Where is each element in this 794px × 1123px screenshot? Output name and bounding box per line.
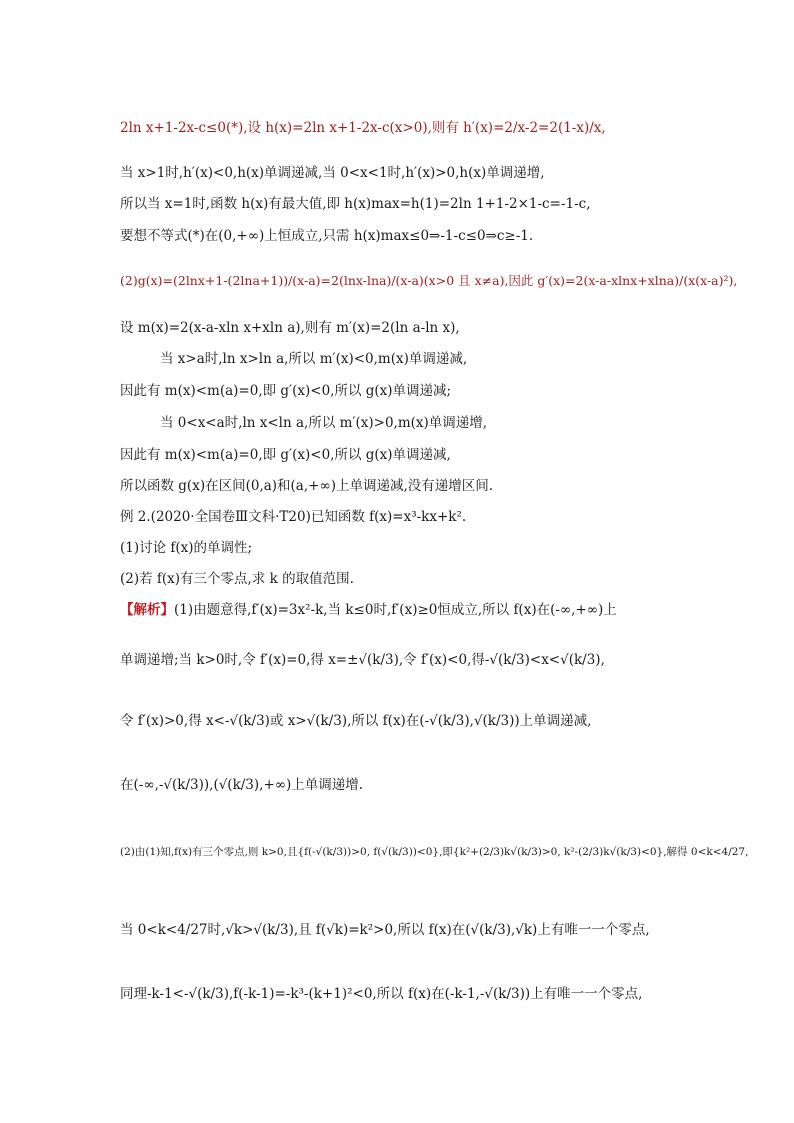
analysis-line-2: 单调递增;当 k>0时,令 f′(x)=0,得 x=±√(k/3),令 f′(x)<0,得-√(k/3)<x<√(k/3), xyxy=(120,652,605,668)
solution-line-1: 2ln x+1-2x-c≤0(*),设 h(x)=2ln x+1-2x-c(x>0),则有 h′(x)=2/x-2=2(1-x)/x, xyxy=(120,120,606,136)
solution-line-3: 所以当 x=1时,函数 h(x)有最大值,即 h(x)max=h(1)=2ln 1+1-2×1-c=-1-c, xyxy=(120,196,591,212)
analysis-line-7: 同理-k-1<-√(k/3),f(-k-1)=-k³-(k+1)²<0,所以 f(x)在(-k-1,-√(k/3))上有唯一一个零点, xyxy=(120,986,643,1002)
analysis-line-6: 当 0<k<4/27时,√k>√(k/3),且 f(√k)=k²>0,所以 f(x)在(√(k/3),√k)上有唯一一个零点, xyxy=(120,922,650,938)
analysis-line-4: 在(-∞,-√(k/3)),(√(k/3),+∞)上单调递增. xyxy=(120,777,364,793)
solution-line-5: (2)g(x)=(2lnx+1-(2lna+1))/(x-a)=2(lnx-lna)/(x-a)(x>0 且 x≠a),因此 g′(x)=2(x-a-xlnx+xlna)/(x(x-a)²), xyxy=(120,273,738,288)
solution-line-2: 当 x>1时,h′(x)<0,h(x)单调递减,当 0<x<1时,h′(x)>0,h(x)单调递增, xyxy=(120,165,545,181)
solution-line-6: 设 m(x)=2(x-a-xln x+xln a),则有 m′(x)=2(ln a-ln x), xyxy=(120,320,460,336)
analysis-line-5: (2)由(1)知,f(x)有三个零点,则 k>0,且{f(-√(k/3))>0, f(√(k/3))<0},即{k²+(2/3)k√(k/3)>0, k²-(2/3)k√(k/3)<0},解得 0<k<4/27, xyxy=(120,846,749,858)
example-question-2: (2)若 f(x)有三个零点,求 k 的取值范围. xyxy=(120,571,354,587)
solution-line-11: 所以函数 g(x)在区间(0,a)和(a,+∞)上单调递减,没有递增区间. xyxy=(120,478,494,494)
solution-line-10: 因此有 m(x)<m(a)=0,即 g′(x)<0,所以 g(x)单调递减, xyxy=(120,447,451,463)
analysis-line-3: 令 f′(x)>0,得 x<-√(k/3)或 x>√(k/3),所以 f(x)在(-√(k/3),√(k/3))上单调递减, xyxy=(120,713,592,729)
example-question-1: (1)讨论 f(x)的单调性; xyxy=(120,540,253,556)
solution-line-9: 当 0<x<a时,ln x<ln a,所以 m′(x)>0,m(x)单调递增, xyxy=(160,415,488,431)
example-heading: 例 2.(2020·全国卷Ⅲ文科·T20)已知函数 f(x)=x³-kx+k². xyxy=(120,509,467,525)
solution-line-4: 要想不等式(*)在(0,+∞)上恒成立,只需 h(x)max≤0⇒-1-c≤0⇒c≥-1. xyxy=(120,228,534,244)
solution-line-7: 当 x>a时,ln x>ln a,所以 m′(x)<0,m(x)单调递减, xyxy=(160,351,468,367)
analysis-marker: 【解析】 xyxy=(120,602,174,618)
analysis-line-1: 【解析】(1)由题意得,f′(x)=3x²-k,当 k≤0时,f′(x)≥0恒成立,所以 f(x)在(-∞,+∞)上 xyxy=(120,602,617,618)
solution-line-8: 因此有 m(x)<m(a)=0,即 g′(x)<0,所以 g(x)单调递减; xyxy=(120,383,452,399)
